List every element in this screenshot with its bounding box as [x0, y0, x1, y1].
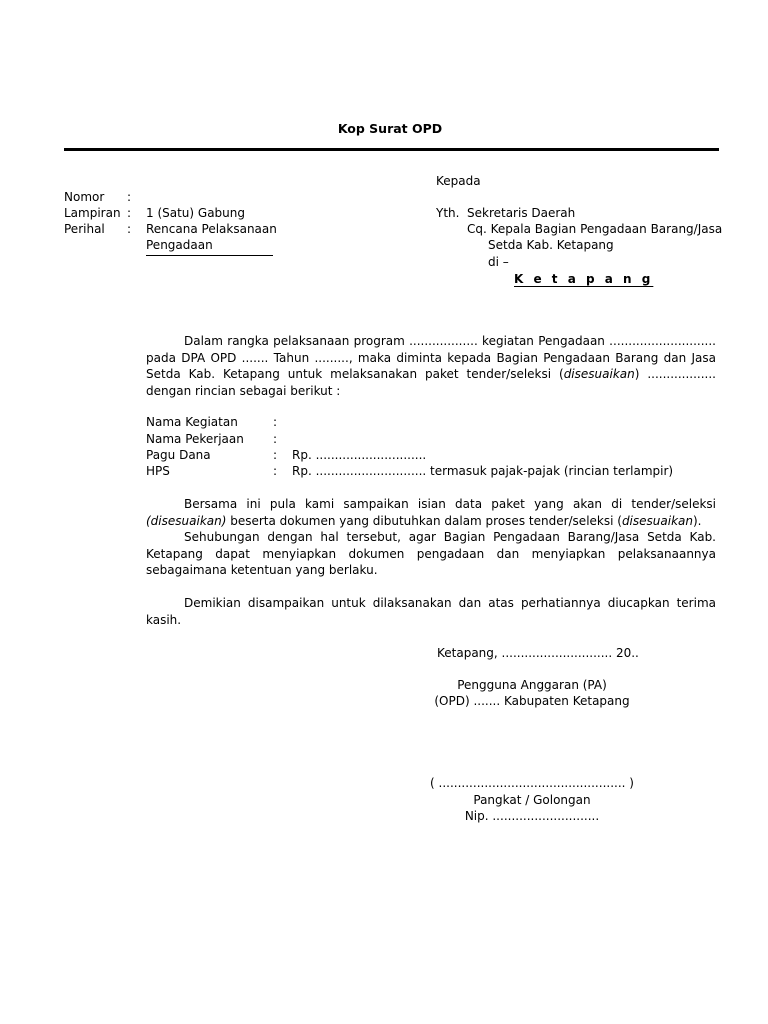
- detail-label: Nama Pekerjaan: [146, 432, 244, 446]
- nomor-label: Nomor: [64, 190, 105, 204]
- detail-colon: :: [273, 415, 278, 429]
- recipient-cq-line1: Cq. Kepala Bagian Pengadaan Barang/Jasa: [467, 222, 723, 236]
- body-paragraph-4: Demikian disampaikan untuk dilaksanakan dan atas perhatiannya diucapkan terima kasih.: [146, 596, 716, 627]
- lampiran-value: 1 (Satu) Gabung: [146, 206, 246, 220]
- detail-label: Nama Kegiatan: [146, 415, 238, 429]
- recipient-yth-label: Yth.: [436, 206, 460, 220]
- lampiran-label: Lampiran: [64, 206, 121, 220]
- recipient-cq-line2: Setda Kab. Ketapang: [488, 238, 614, 252]
- recipient-city: K e t a p a n g: [514, 272, 654, 286]
- perihal-colon: :: [127, 222, 132, 236]
- signatory-office: (OPD) ....... Kabupaten Ketapang: [434, 694, 630, 708]
- detail-label: Pagu Dana: [146, 448, 211, 462]
- detail-colon: :: [273, 448, 278, 462]
- body-paragraph-1: Dalam rangka pelaksanaan program .................. kegiatan Pengadaan ............................ pada DPA OPD ....... Tahun ........., maka diminta kepada Bagian Pengadaan Barang dan Jasa Setda Kab. Ketapang untuk melaksanakan paket tender/seleksi (disesuaikan) .................. dengan rincian sebagai berikut :: [146, 334, 716, 398]
- nomor-colon: :: [127, 190, 132, 204]
- lampiran-colon: :: [127, 206, 132, 220]
- recipient-kepada: Kepada: [436, 174, 481, 188]
- perihal-label: Perihal: [64, 222, 105, 236]
- signatory-title: Pengguna Anggaran (PA): [457, 678, 607, 692]
- detail-colon: :: [273, 464, 278, 478]
- perihal-line2: Pengadaan: [146, 237, 273, 256]
- body-paragraph-2: Bersama ini pula kami sampaikan isian data paket yang akan di tender/seleksi (disesuaikan) beserta dokumen yang dibutuhkan dalam proses tender/seleksi (disesuaikan).: [146, 497, 716, 528]
- signatory-rank: Pangkat / Golongan: [473, 793, 591, 807]
- letterhead-title: Kop Surat OPD: [337, 121, 443, 136]
- place-date: Ketapang, ............................. 20..: [437, 646, 639, 660]
- signatory-name: ( ................................................. ): [430, 776, 634, 790]
- perihal-line1: Rencana Pelaksanaan: [146, 222, 277, 236]
- recipient-di: di –: [488, 255, 509, 269]
- header-divider: [64, 148, 719, 151]
- detail-value: Rp. .............................: [292, 448, 427, 462]
- recipient-name: Sekretaris Daerah: [467, 206, 576, 220]
- body-paragraph-3: Sehubungan dengan hal tersebut, agar Bagian Pengadaan Barang/Jasa Setda Kab. Ketapang dapat menyiapkan dokumen pengadaan dan menyiapkan pelaksanaannya sebagaimana ketentuan yang berlaku.: [146, 530, 716, 577]
- detail-label: HPS: [146, 464, 170, 478]
- detail-colon: :: [273, 432, 278, 446]
- signatory-nip: Nip. ............................: [464, 809, 600, 823]
- detail-value: Rp. ............................. termasuk pajak-pajak (rincian terlampir): [292, 464, 674, 478]
